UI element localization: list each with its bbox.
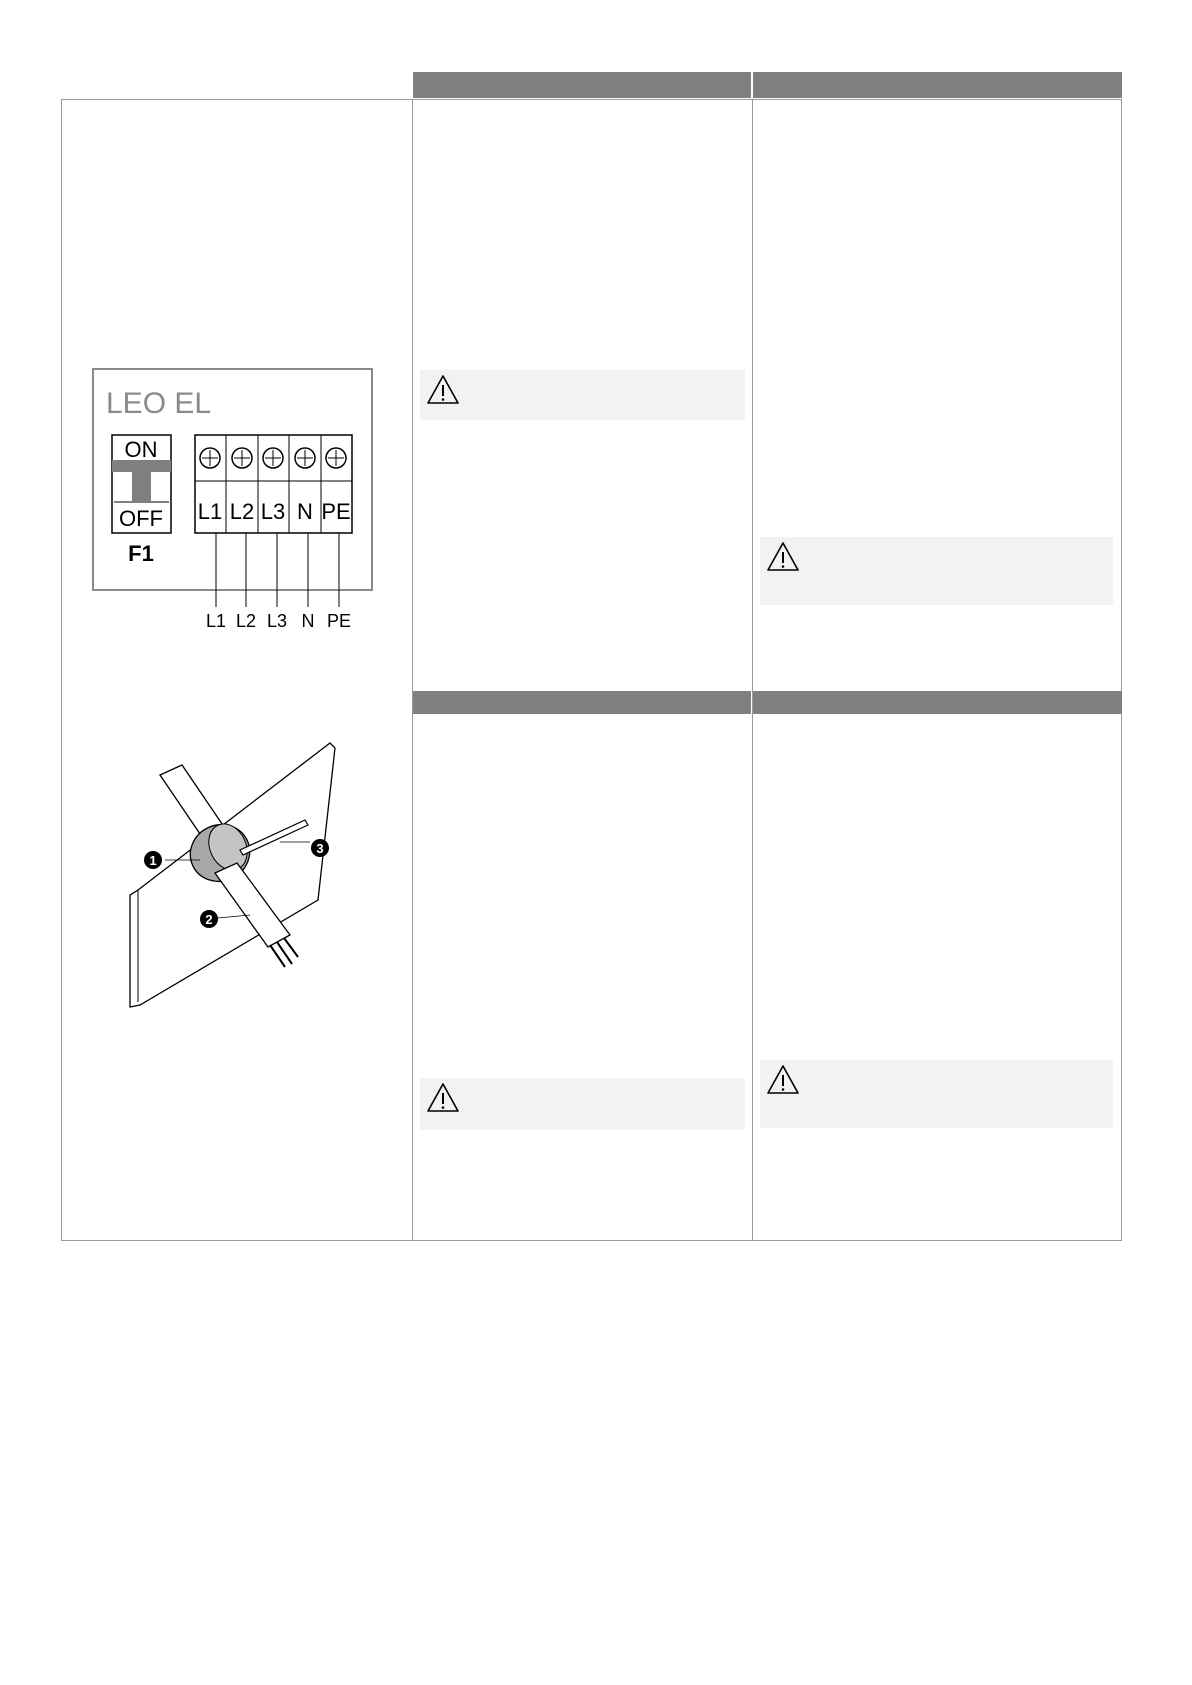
wire-label: N — [301, 611, 315, 631]
warning-box-col2-top — [420, 370, 745, 420]
svg-text:1: 1 — [149, 853, 157, 868]
screw-icon — [200, 448, 220, 468]
column-divider-2 — [752, 99, 753, 1241]
screw-icon — [295, 448, 315, 468]
screw-icon — [232, 448, 252, 468]
terminal-label: L2 — [229, 499, 255, 524]
switch-off-label: OFF — [119, 506, 163, 531]
warning-triangle-icon — [766, 541, 800, 573]
callout-2 — [200, 910, 218, 928]
screw-icon — [326, 448, 346, 468]
svg-text:3: 3 — [316, 841, 324, 856]
warning-box-col2-bottom — [420, 1078, 745, 1130]
terminal-label: N — [297, 499, 313, 524]
warning-triangle-icon — [426, 374, 460, 406]
warning-triangle-icon — [766, 1064, 800, 1096]
cable-gland-diagram — [120, 735, 360, 1015]
screw-icon — [263, 448, 283, 468]
switch-on-label: ON — [124, 437, 158, 462]
wire-label: L2 — [235, 611, 257, 631]
wire-label: PE — [326, 611, 352, 631]
terminal-label: L3 — [260, 499, 286, 524]
terminal-wiring-diagram — [80, 355, 400, 635]
terminal-block — [195, 435, 352, 533]
warning-triangle-icon — [426, 1082, 460, 1114]
wire-label: L3 — [266, 611, 288, 631]
wire-label: L1 — [205, 611, 227, 631]
header-bar-col3-mid — [753, 691, 1122, 714]
header-bar-col2-top — [413, 72, 751, 98]
warning-box-col3-bottom — [760, 1060, 1113, 1128]
device-label: LEO EL — [106, 387, 212, 420]
warning-box-col3-top — [760, 537, 1113, 605]
header-bar-col2-mid — [413, 691, 751, 714]
callout-3 — [311, 839, 329, 857]
header-bar-col3-top — [753, 72, 1122, 98]
terminal-label: L1 — [197, 499, 223, 524]
terminal-label: PE — [321, 499, 351, 524]
switch-name-label: F1 — [128, 541, 154, 566]
callout-1 — [144, 851, 162, 869]
svg-text:2: 2 — [205, 912, 213, 927]
column-divider-1 — [412, 99, 413, 1241]
